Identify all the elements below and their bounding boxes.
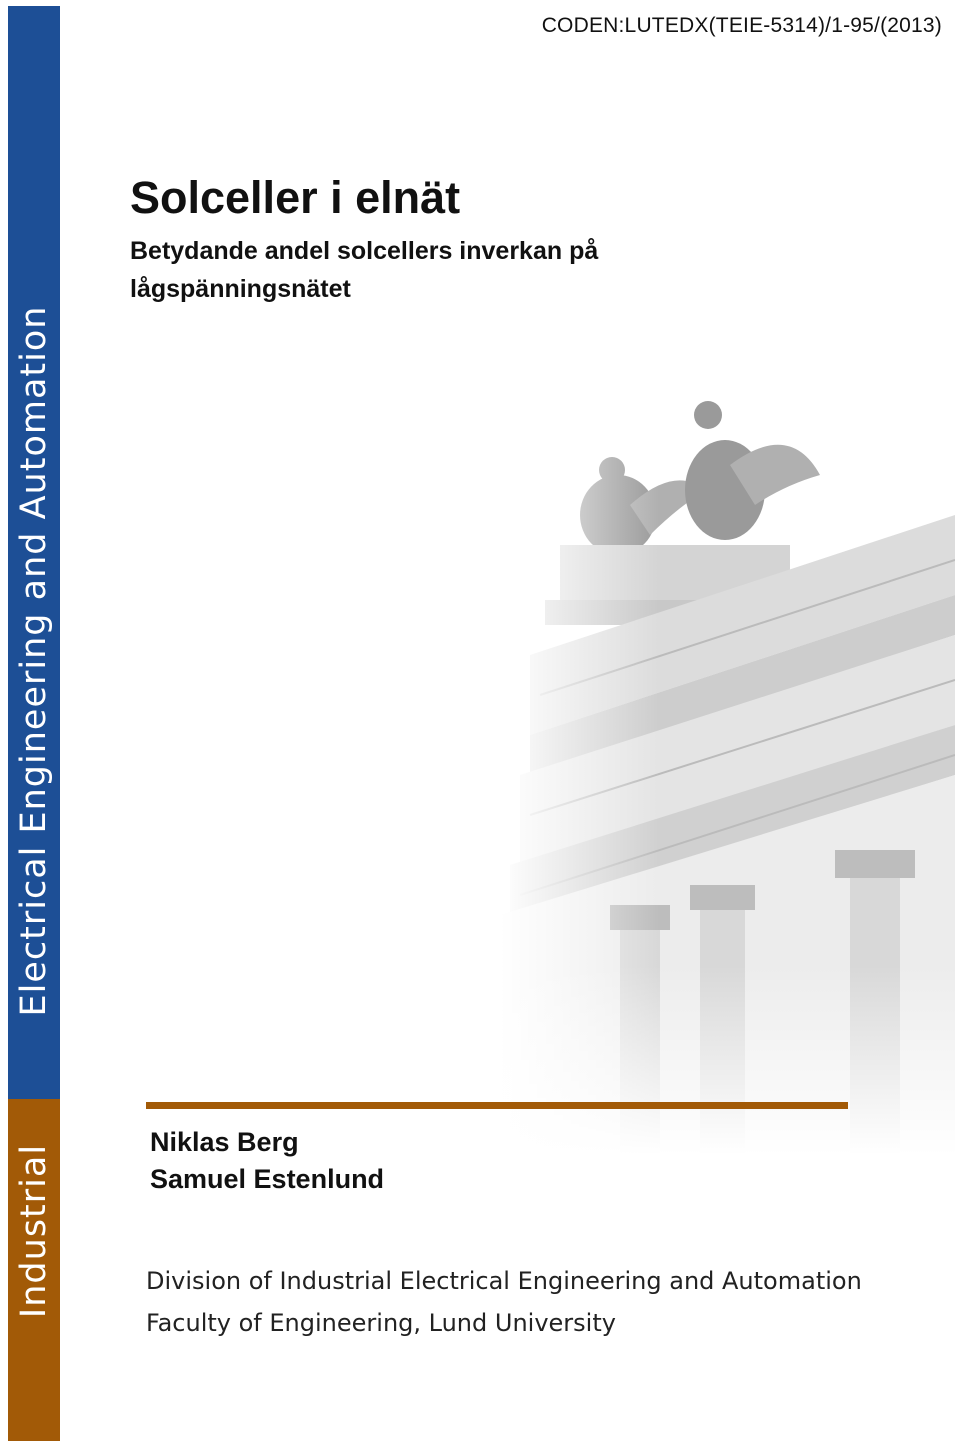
- page-subtitle: Betydande andel solcellers inverkan på lågspänningsnätet: [130, 237, 599, 303]
- page-title: Solceller i elnät: [130, 172, 461, 223]
- coden-code: CODEN:LUTEDX(TEIE-5314)/1-95/(2013): [541, 14, 942, 37]
- division-name: Division of Industrial Electrical Engineering and Automation: [146, 1267, 862, 1295]
- author-name: Samuel Estenlund: [150, 1164, 385, 1194]
- sidebar-text-electrical: Electrical Engineering and Automation: [14, 305, 54, 1017]
- divider-rule: [146, 1102, 848, 1109]
- sidebar-banner: [8, 6, 60, 1441]
- authors: [150, 1124, 384, 1198]
- division-info: [146, 1260, 862, 1344]
- faculty-name: Faculty of Engineering, Lund University: [146, 1309, 616, 1337]
- author-name: Niklas Berg: [150, 1127, 299, 1157]
- university-building-icon: [500, 395, 955, 1155]
- sidebar-text-industrial: Industrial: [14, 1143, 54, 1319]
